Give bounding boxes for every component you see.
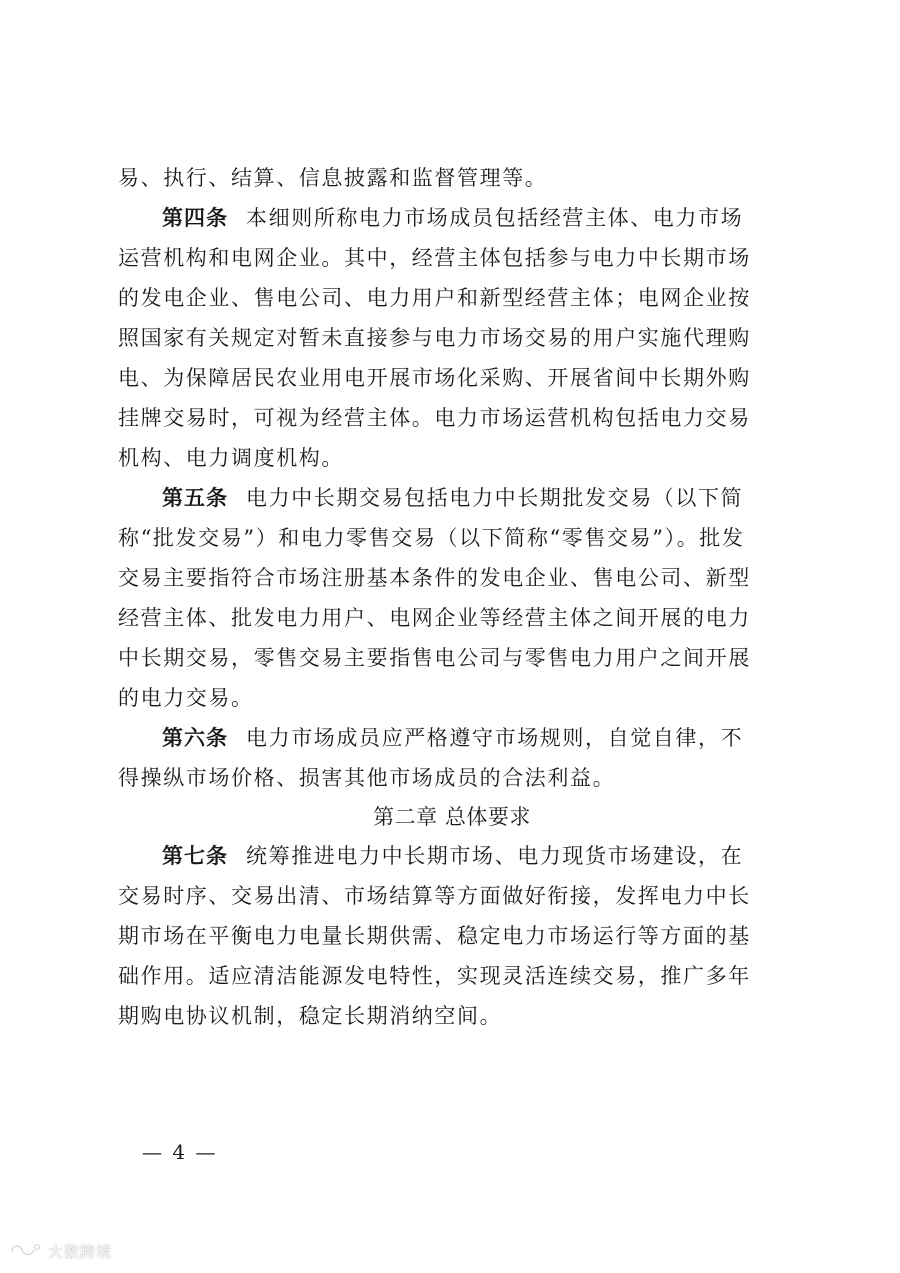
article-5-text: 电力中长期交易包括电力中长期批发交易（以下简 xyxy=(246,486,744,510)
text-line: 称“批发交易”）和电力零售交易（以下简称“零售交易”）。批发 xyxy=(118,526,745,550)
text-line: 期购电协议机制，稳定长期消纳空间。 xyxy=(118,1004,503,1028)
text-line: 机构、电力调度机构。 xyxy=(118,446,344,470)
document-body xyxy=(118,158,786,1036)
text-line: 运营机构和电网企业。其中，经营主体包括参与电力中长期市场 xyxy=(118,246,751,270)
page-number: — 4 — xyxy=(142,1140,218,1164)
text-line: 得操纵市场价格、损害其他市场成员的合法利益。 xyxy=(118,766,616,790)
text-line: 交易时序、交易出清、市场结算等方面做好衔接，发挥电力中长 xyxy=(118,884,751,908)
text-line: 期市场在平衡电力电量长期供需、稳定电力市场运行等方面的基 xyxy=(118,924,751,948)
text-line: 易、执行、结算、信息披露和监督管理等。 xyxy=(118,166,548,190)
text-line: 挂牌交易时，可视为经营主体。电力市场运营机构包括电力交易 xyxy=(118,406,751,430)
article-5-first-line xyxy=(118,478,786,518)
text-line: 电、为保障居民农业用电开展市场化采购、开展省间中长期外购 xyxy=(118,366,751,390)
text-line: 的电力交易。 xyxy=(118,686,254,710)
text-line: 经营主体、批发电力用户、电网企业等经营主体之间开展的电力 xyxy=(118,606,751,630)
article-6-first-line xyxy=(118,718,786,758)
article-4-label: 第四条 xyxy=(162,205,228,230)
article-5-label: 第五条 xyxy=(162,485,228,510)
text-line: 照国家有关规定对暂未直接参与电力市场交易的用户实施代理购 xyxy=(118,326,751,350)
article-6-text: 电力市场成员应严格遵守市场规则，自觉自律，不 xyxy=(246,726,744,750)
article-6-label: 第六条 xyxy=(162,725,228,750)
watermark-logo-icon xyxy=(8,1240,42,1262)
text-line: 础作用。适应清洁能源发电特性，实现灵活连续交易，推广多年 xyxy=(118,964,751,988)
article-7-label: 第七条 xyxy=(162,843,228,868)
watermark-text: 大数跨境 xyxy=(48,1242,113,1261)
article-7-text: 统筹推进电力中长期市场、电力现货市场建设，在 xyxy=(246,844,744,868)
text-line: 中长期交易，零售交易主要指售电公司与零售电力用户之间开展 xyxy=(118,646,751,670)
text-line: 的发电企业、售电公司、电力用户和新型经营主体；电网企业按 xyxy=(118,286,751,310)
article-7-first-line xyxy=(118,836,786,876)
text-line: 交易主要指符合市场注册基本条件的发电企业、售电公司、新型 xyxy=(118,566,751,590)
chapter-heading: 第二章 总体要求 xyxy=(373,805,531,829)
article-4-text: 本细则所称电力市场成员包括经营主体、电力市场 xyxy=(246,206,744,230)
watermark xyxy=(8,1240,112,1262)
article-4-first-line xyxy=(118,198,786,238)
